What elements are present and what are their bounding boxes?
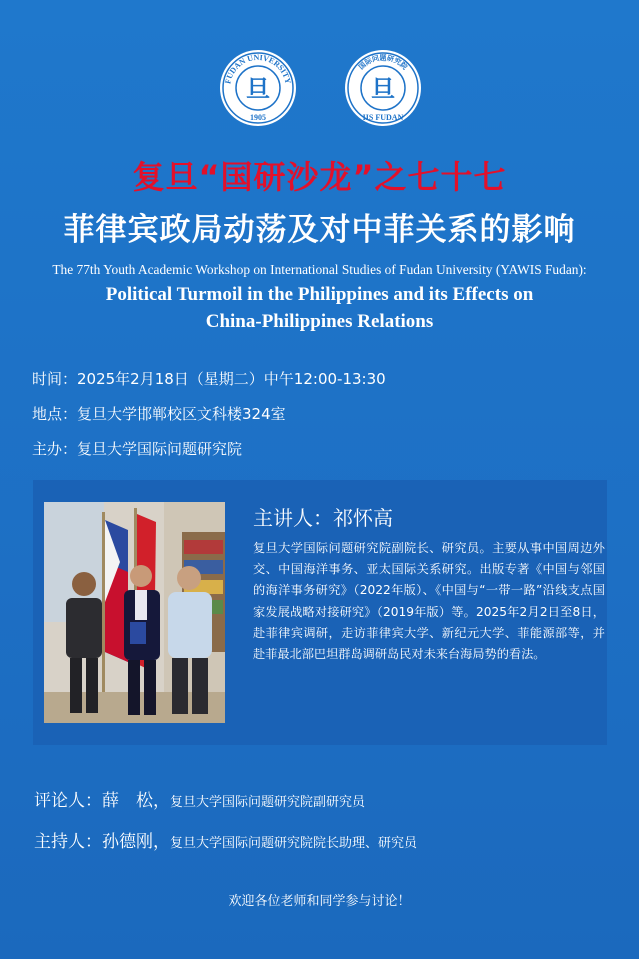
logo-left-glyph: 旦 <box>246 75 270 103</box>
iis-fudan-logo <box>343 48 423 128</box>
speaker-panel <box>33 480 607 745</box>
moderator-label: 主持人：孙德刚， <box>34 832 170 852</box>
event-host: 主办：复旦大学国际问题研究院 <box>32 440 243 458</box>
discussant <box>34 786 365 811</box>
speaker-bio: 复旦大学国际问题研究院副院长、研究员。主要从事中国周边外交、中国海洋事务、亚太国际关系研究。出版专著《中国与邻国的海洋事务研究》（2022年版）、《中国与“一带一路”沿线支点国家发展战略对接研究》（2019年版）等。2025年2月2日至8日，赴菲律宾调研，走访菲律宾大学、新纪元大学、菲能源部等，并赴菲最北部巴坦群岛调研岛民对未来台海局势的看法。 <box>253 541 605 662</box>
speaker-photo <box>44 502 225 723</box>
event-series-title: 复旦“国研沙龙”之七十七 <box>132 158 507 196</box>
event-title-en-line-2: China-Philippines Relations <box>205 311 434 332</box>
event-title-cn: 菲律宾政局动荡及对中菲关系的影响 <box>63 212 576 248</box>
logo-left-top-text: FUDAN UNIVERSITY <box>223 52 293 85</box>
moderator <box>34 827 417 852</box>
logo-right-glyph: 旦 <box>371 75 395 103</box>
event-title-en-line-1: Political Turmoil in the Philippines and its Effects on <box>105 284 534 305</box>
logo-right-bottom-text: IIS FUDAN <box>362 113 404 122</box>
fudan-university-logo <box>218 48 298 128</box>
speaker-name: 主讲人：祁怀高 <box>253 506 393 530</box>
event-place: 地点：复旦大学邯郸校区文科楼324室 <box>32 405 286 423</box>
event-series-title-en: The 77th Youth Academic Workshop on International Studies of Fudan University (YAWIS Fudan): <box>52 262 587 277</box>
logo-left-year: 1905 <box>250 113 266 122</box>
closing-invitation: 欢迎各位老师和同学参与讨论！ <box>228 894 411 909</box>
logo-row <box>0 48 639 130</box>
moderator-title: 复旦大学国际问题研究院院长助理、研究员 <box>170 836 418 851</box>
event-time: 时间：2025年2月18日（星期二）中午12:00-13:30 <box>32 370 386 388</box>
discussant-title: 复旦大学国际问题研究院副研究员 <box>170 795 366 810</box>
discussant-label: 评论人：薛 松， <box>34 791 170 811</box>
logo-right-top-text: 国际问题研究院 <box>357 54 409 72</box>
